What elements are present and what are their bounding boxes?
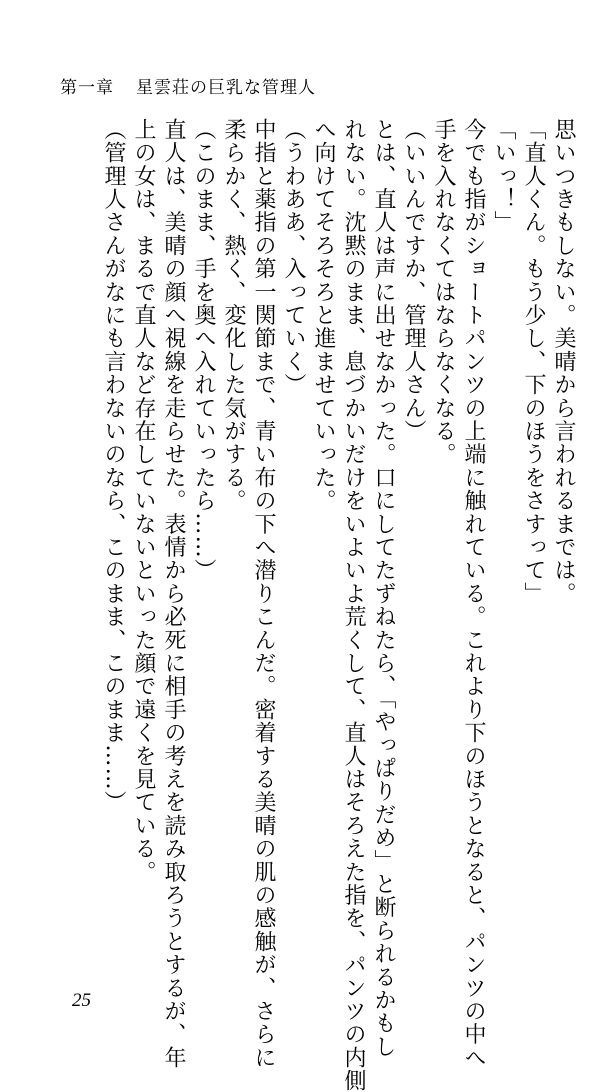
text-line: 直人は、美晴の顔へ視線を走らせた。表情から必死に相手の考えを読み取ろうとするが、年 — [161, 118, 186, 1070]
running-header — [60, 73, 316, 98]
text-line: （管理人さんがなにも言わないのなら、このまま、このまま……） — [101, 118, 126, 814]
text-line: 「直人くん。もう少し、下のほうをさすって」 — [521, 118, 546, 606]
text-line: 中指と薬指の第一関節まで、青い布の下へ潜りこんだ。密着する美晴の肌の感触が、さらに — [251, 118, 276, 1070]
text-line: （うわああ、入っていく） — [281, 118, 306, 397]
text-line: れない。沈黙のまま、息づかいだけをいよいよ荒くして、直人はそろえた指を、パンツの内側 — [341, 118, 366, 1092]
vertical-body-text — [98, 118, 578, 1092]
text-line: 「いっ！」 — [491, 118, 516, 234]
text-line: （いいんですか、管理人さん） — [401, 118, 426, 443]
text-line: 思いつきもしない。美晴から言われるまでは。 — [551, 118, 576, 606]
text-line: とは、直人は声に出せなかった。口にしてたずねたら、「やっぱりだめ」と断られるかもし — [371, 118, 396, 1059]
text-line: へ向けてそろそろと進ませていった。 — [311, 118, 336, 513]
text-line: 柔らかく、熱く、変化した気がする。 — [221, 118, 246, 513]
page-number: 25 — [72, 990, 91, 1011]
chapter-label: 第一章 — [60, 78, 114, 98]
text-line: （このまま、手を奥へ入れていったら……） — [191, 118, 216, 582]
chapter-title: 星雲荘の巨乳な管理人 — [136, 78, 316, 98]
text-line: 今でも指がショートパンツの上端に触れている。これより下のほうとなると、パンツの中へ — [461, 118, 486, 1070]
text-line: 上の女は、まるで直人など存在していないといった顔で遠くを見ている。 — [131, 118, 156, 884]
text-line: 手を入れなくてはならなくなる。 — [431, 118, 456, 466]
